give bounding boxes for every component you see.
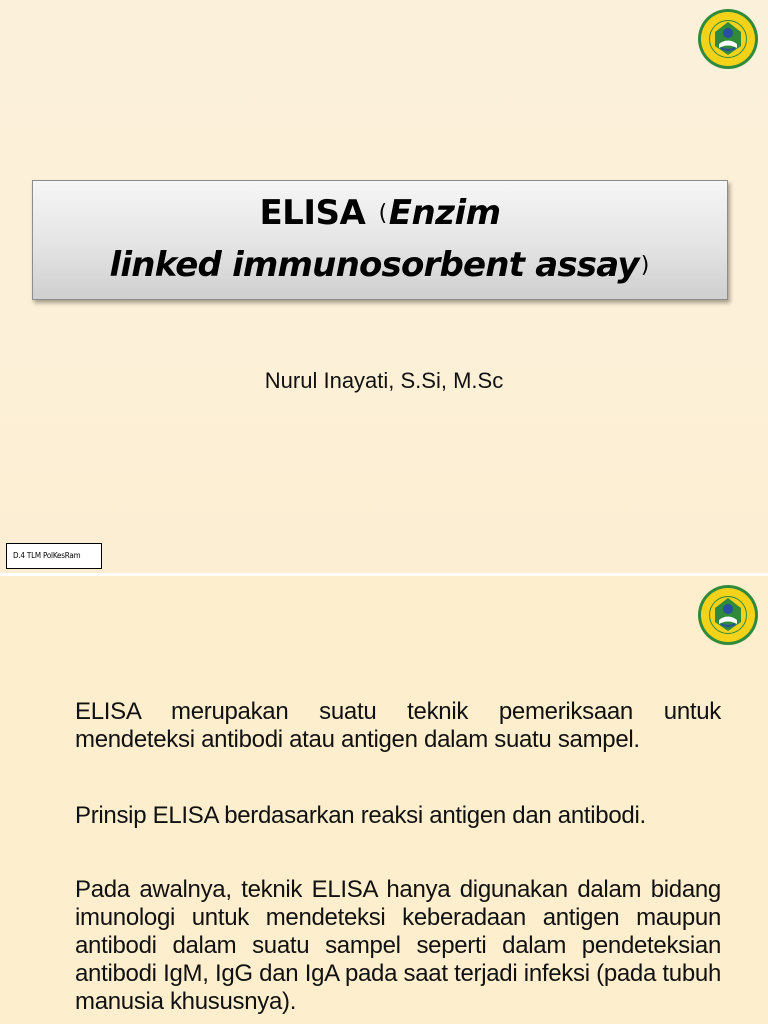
- title-paren-open: (: [378, 201, 387, 226]
- paragraph-history: Pada awalnya, teknik ELISA hanya digunakan dalam bidang imunologi untuk mendeteksi keberadaan antigen maupun antibodi dalam suatu sampel seperti dalam pendeteksian antibodi IgM, IgG dan IgA pada saat terjadi infeksi (pada tubuh manusia khususnya).: [75, 876, 721, 1015]
- title-paren-close: ): [640, 253, 649, 278]
- paragraph-principle: Prinsip ELISA berdasarkan reaksi antigen dan antibodi.: [75, 802, 646, 829]
- title-line-2: [33, 243, 727, 288]
- institution-logo-icon: [697, 8, 759, 70]
- title-line-1: [33, 191, 727, 236]
- author-name: Nurul Inayati, S.Si, M.Sc: [264, 368, 504, 393]
- title-box: [32, 180, 728, 300]
- institution-logo-icon: [697, 584, 759, 646]
- title-main: ELISA: [259, 193, 366, 233]
- title-italic-a: Enzim: [388, 193, 501, 233]
- paragraph-definition: ELISA merupakan suatu teknik pemeriksaan untuk mendeteksi antibodi atau antigen dalam suatu sampel.: [75, 698, 721, 753]
- title-italic-b: linked immunosorbent assay: [109, 245, 639, 285]
- footer-tag: D.4 TLM PolKesRam: [6, 543, 102, 569]
